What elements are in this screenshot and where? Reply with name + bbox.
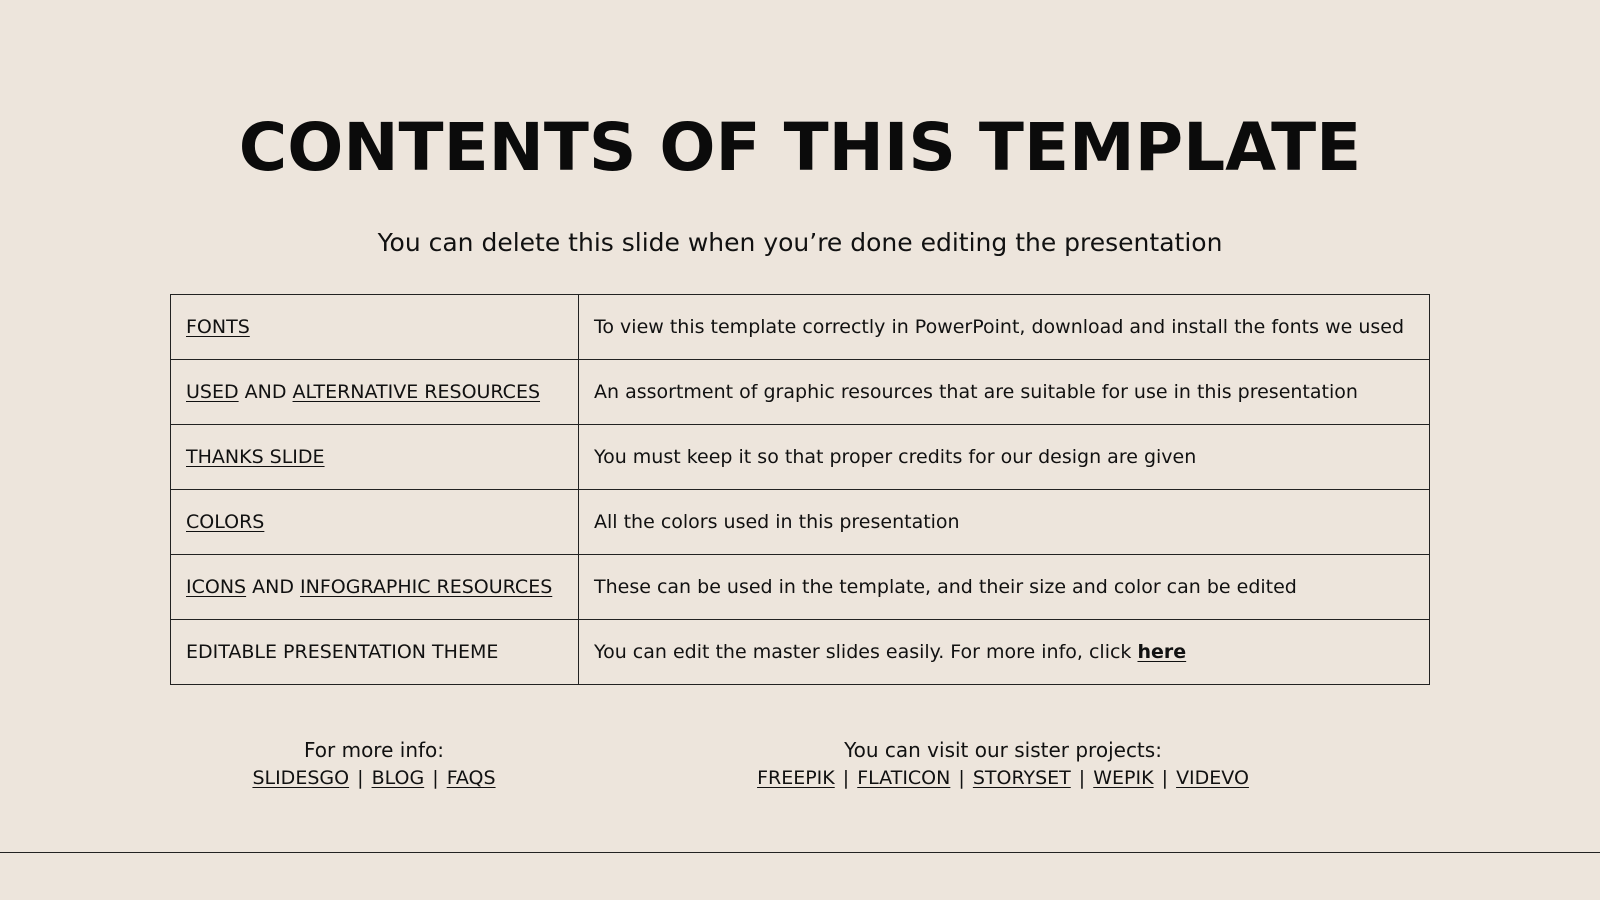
faqs-link[interactable]: FAQS — [446, 767, 496, 789]
editable-theme-label: EDITABLE PRESENTATION THEME — [186, 641, 499, 663]
bottom-divider — [0, 852, 1600, 853]
row-label-cell — [171, 555, 579, 620]
link-separator: | — [432, 767, 439, 789]
more-info-heading: For more info: — [303, 738, 445, 762]
table-row — [171, 490, 1430, 555]
row-description-cell: All the colors used in this presentation — [579, 490, 1430, 555]
freepik-link[interactable]: FREEPIK — [757, 767, 835, 789]
contents-table — [170, 294, 1430, 685]
link-separator: | — [958, 767, 965, 789]
wepik-link[interactable]: WEPIK — [1093, 767, 1154, 789]
table-row — [171, 360, 1430, 425]
row-label-cell — [171, 620, 579, 685]
slidesgo-link[interactable]: SLIDESGO — [252, 767, 350, 789]
link-separator: | — [1078, 767, 1086, 789]
colors-link[interactable]: COLORS — [186, 511, 265, 533]
link-separator: | — [357, 767, 364, 789]
more-info-block — [174, 736, 574, 792]
row-description-cell — [579, 620, 1430, 685]
link-separator: | — [1161, 767, 1169, 789]
table-row — [171, 425, 1430, 490]
used-resources-link[interactable]: USED — [186, 381, 239, 403]
flaticon-link[interactable]: FLATICON — [857, 767, 951, 789]
table-row — [171, 555, 1430, 620]
table-row — [171, 620, 1430, 685]
storyset-link[interactable]: STORYSET — [972, 767, 1071, 789]
videvo-link[interactable]: VIDEVO — [1176, 767, 1249, 789]
fonts-link[interactable]: FONTS — [186, 316, 250, 338]
row-description-cell: You must keep it so that proper credits for our design are given — [579, 425, 1430, 490]
thanks-slide-link[interactable]: THANKS SLIDE — [186, 446, 325, 468]
link-separator: | — [842, 767, 850, 789]
infographic-resources-link[interactable]: INFOGRAPHIC RESOURCES — [300, 576, 553, 598]
more-info-links — [174, 764, 574, 792]
row-description-text: You can edit the master slides easily. For more info, click — [594, 641, 1138, 663]
row-label-cell — [171, 295, 579, 360]
alternative-resources-link[interactable]: ALTERNATIVE RESOURCES — [292, 381, 541, 403]
sister-projects-links — [703, 764, 1303, 792]
label-connector: AND — [238, 381, 293, 403]
row-description-cell: An assortment of graphic resources that are suitable for use in this presentation — [579, 360, 1430, 425]
row-label-cell — [171, 425, 579, 490]
row-description-cell: These can be used in the template, and their size and color can be edited — [579, 555, 1430, 620]
row-label-cell — [171, 490, 579, 555]
slide-subtitle: You can delete this slide when you’re done editing the presentation — [377, 228, 1223, 257]
blog-link[interactable]: BLOG — [371, 767, 425, 789]
sister-projects-block — [703, 736, 1303, 792]
table-row — [171, 295, 1430, 360]
icons-link[interactable]: ICONS — [186, 576, 247, 598]
row-label-cell — [171, 360, 579, 425]
sister-projects-heading: You can visit our sister projects: — [844, 738, 1162, 762]
row-description-cell: To view this template correctly in PowerPoint, download and install the fonts we used — [579, 295, 1430, 360]
here-link[interactable]: here — [1137, 641, 1187, 663]
label-connector: AND — [246, 576, 301, 598]
slide-title: CONTENTS OF THIS TEMPLATE — [238, 109, 1362, 186]
